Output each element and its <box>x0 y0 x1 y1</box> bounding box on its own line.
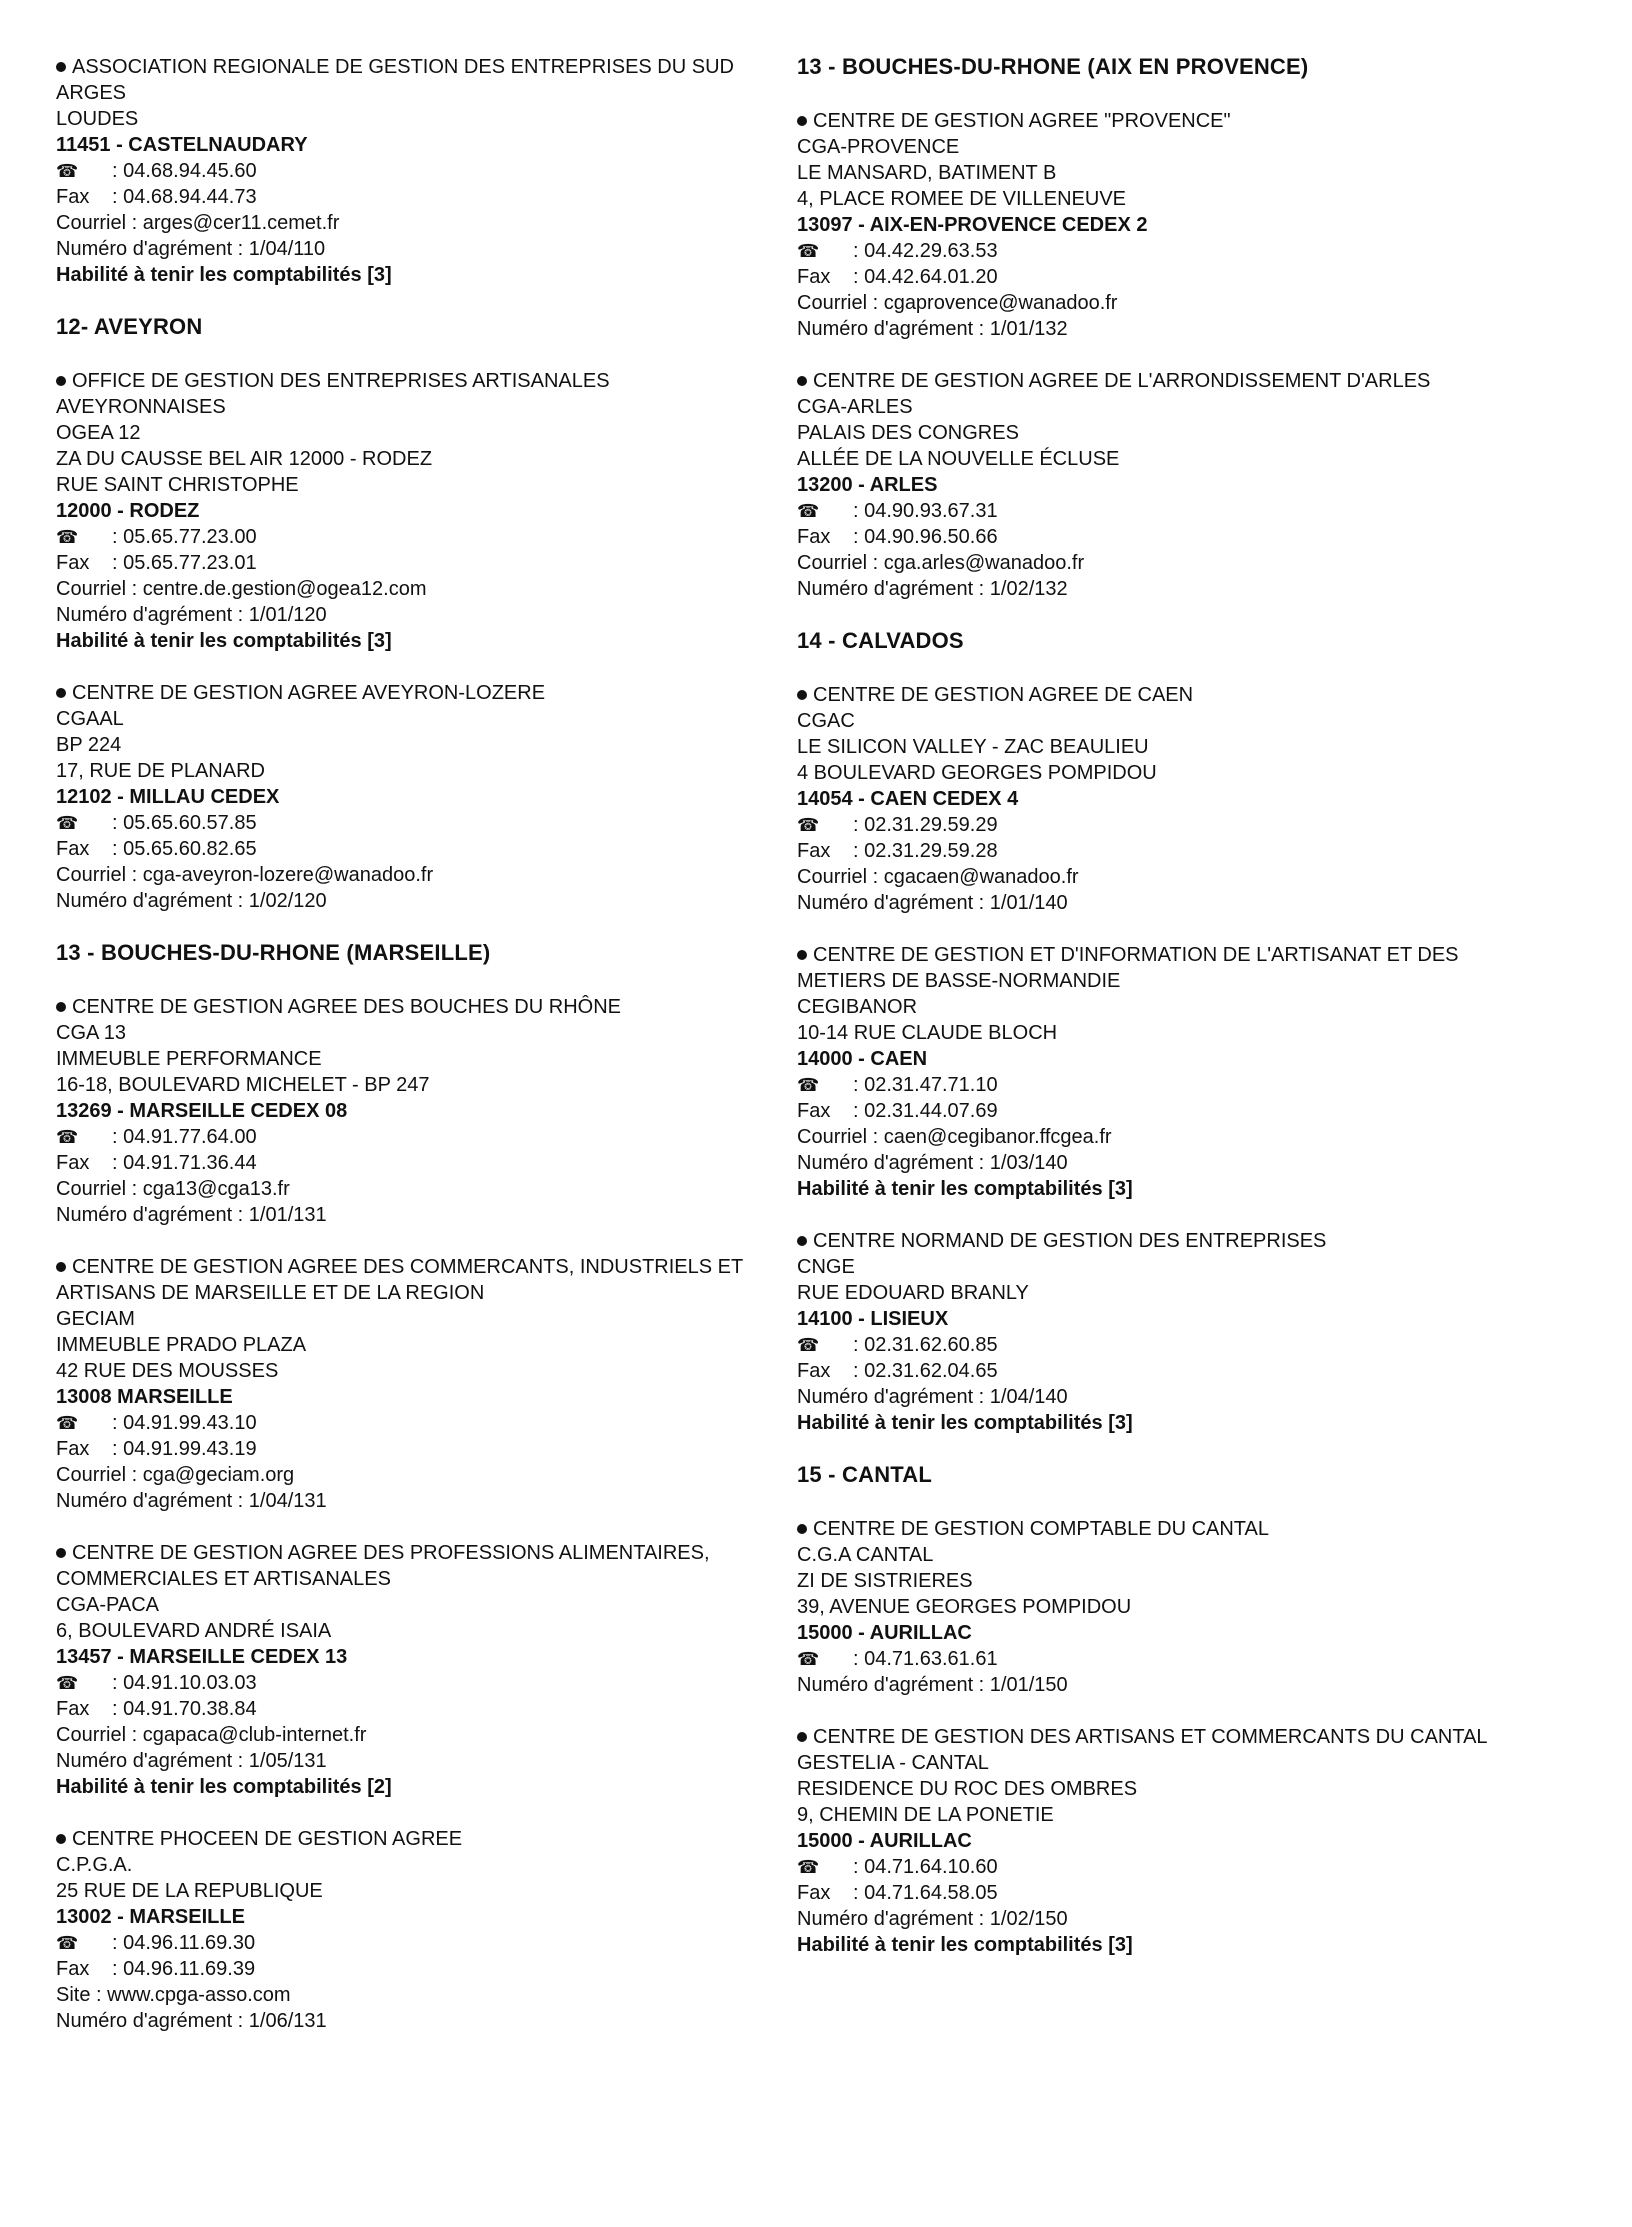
entry-address-line: CGA-PROVENCE <box>797 136 960 158</box>
entry-email: Courriel : centre.de.gestion@ogea12.com <box>56 578 427 600</box>
directory-entry <box>797 1228 1517 1436</box>
entry-address-line: 6, BOULEVARD ANDRÉ ISAIA <box>56 1620 332 1642</box>
fax-number: : 04.42.64.01.20 <box>853 266 998 288</box>
entry-city: 13457 - MARSEILLE CEDEX 13 <box>56 1646 348 1668</box>
entry-phone <box>797 812 1517 838</box>
entry-address-line: ALLÉE DE LA NOUVELLE ÉCLUSE <box>797 448 1120 470</box>
bullet-icon <box>797 376 807 386</box>
phone-number: : 04.91.99.43.10 <box>112 1412 257 1434</box>
entry-email: Courriel : caen@cegibanor.ffcgea.fr <box>797 1126 1112 1148</box>
directory-entry <box>56 54 756 288</box>
fax-number: : 04.90.96.50.66 <box>853 526 998 548</box>
entry-agrement: Numéro d'agrément : 1/04/110 <box>56 238 326 260</box>
phone-icon: ☎ <box>56 161 79 181</box>
right-column <box>797 54 1517 1984</box>
entry-city: 11451 - CASTELNAUDARY <box>56 134 308 156</box>
entry-city: 14054 - CAEN CEDEX 4 <box>797 788 1019 810</box>
fax-label: Fax <box>56 1958 90 1980</box>
entry-fax <box>56 1150 756 1176</box>
entry-address-line: C.P.G.A. <box>56 1854 133 1876</box>
entry-name: CENTRE DE GESTION AGREE DES BOUCHES DU RHÔNE <box>72 996 621 1018</box>
entry-fax <box>797 264 1517 290</box>
entry-address-line: CGA 13 <box>56 1022 127 1044</box>
entry-name: CENTRE DE GESTION AGREE AVEYRON-LOZERE <box>72 682 546 704</box>
entry-address-line: CNGE <box>797 1256 855 1278</box>
entry-phone <box>797 1854 1517 1880</box>
entry-address-line: ZI DE SISTRIERES <box>797 1570 973 1592</box>
phone-number: : 02.31.62.60.85 <box>853 1334 998 1356</box>
fax-number: : 04.68.94.44.73 <box>112 186 257 208</box>
directory-entry <box>56 1540 756 1800</box>
entry-name: CENTRE DE GESTION AGREE DES COMMERCANTS, INDUSTRIELS ET ARTISANS DE MARSEILLE ET DE LA REGION <box>56 1256 748 1304</box>
fax-number: : 02.31.62.04.65 <box>853 1360 998 1382</box>
directory-entry <box>56 1254 756 1514</box>
directory-entry <box>797 682 1517 916</box>
fax-label: Fax <box>56 1438 90 1460</box>
entry-agrement: Numéro d'agrément : 1/01/120 <box>56 604 327 626</box>
entry-phone <box>56 158 756 184</box>
bullet-icon <box>56 1002 66 1012</box>
fax-label: Fax <box>56 186 90 208</box>
entry-address-line: PALAIS DES CONGRES <box>797 422 1019 444</box>
left-column <box>56 54 756 2060</box>
section-heading: 14 - CALVADOS <box>797 628 964 653</box>
entry-agrement: Numéro d'agrément : 1/01/132 <box>797 318 1068 340</box>
entry-phone <box>797 1646 1517 1672</box>
bullet-icon <box>797 1524 807 1534</box>
entry-fax <box>56 550 756 576</box>
directory-entry <box>56 1826 756 2034</box>
fax-label: Fax <box>797 1100 831 1122</box>
entry-agrement: Numéro d'agrément : 1/02/120 <box>56 890 327 912</box>
fax-label: Fax <box>797 526 831 548</box>
entry-name-line <box>797 682 1517 708</box>
entry-address-line: ARGES <box>56 82 127 104</box>
entry-name: CENTRE NORMAND DE GESTION DES ENTREPRISES <box>813 1230 1327 1252</box>
fax-label: Fax <box>56 1698 90 1720</box>
entry-address-line: C.G.A CANTAL <box>797 1544 934 1566</box>
fax-number: : 04.91.71.36.44 <box>112 1152 257 1174</box>
bullet-icon <box>797 1236 807 1246</box>
entry-fax <box>797 1358 1517 1384</box>
entry-address-line: IMMEUBLE PERFORMANCE <box>56 1048 322 1070</box>
entry-fax <box>797 1098 1517 1124</box>
entry-address-line: GECIAM <box>56 1308 135 1330</box>
entry-name: ASSOCIATION REGIONALE DE GESTION DES ENTREPRISES DU SUD <box>72 56 734 78</box>
entry-name-line <box>797 942 1517 994</box>
entry-city: 14000 - CAEN <box>797 1048 928 1070</box>
entry-agrement: Numéro d'agrément : 1/02/150 <box>797 1908 1068 1930</box>
entry-address-line: LE SILICON VALLEY - ZAC BEAULIEU <box>797 736 1149 758</box>
bullet-icon <box>56 1548 66 1558</box>
entry-habilite: Habilité à tenir les comptabilités [3] <box>56 630 392 652</box>
directory-entry <box>56 680 756 914</box>
entry-address-line: CGAAL <box>56 708 124 730</box>
entry-address-line: 9, CHEMIN DE LA PONETIE <box>797 1804 1054 1826</box>
entry-habilite: Habilité à tenir les comptabilités [3] <box>797 1178 1133 1200</box>
entry-city: 14100 - LISIEUX <box>797 1308 949 1330</box>
directory-entry <box>797 368 1517 602</box>
fax-label: Fax <box>797 1882 831 1904</box>
entry-email: Courriel : cga.arles@wanadoo.fr <box>797 552 1085 574</box>
entry-address-line: LOUDES <box>56 108 139 130</box>
entry-address-line: GESTELIA - CANTAL <box>797 1752 989 1774</box>
entry-address-line: CGA-ARLES <box>797 396 913 418</box>
entry-address-line: BP 224 <box>56 734 122 756</box>
entry-address-line: 10-14 RUE CLAUDE BLOCH <box>797 1022 1058 1044</box>
entry-email: Courriel : cgapaca@club-internet.fr <box>56 1724 367 1746</box>
entry-city: 13269 - MARSEILLE CEDEX 08 <box>56 1100 348 1122</box>
entry-name: OFFICE DE GESTION DES ENTREPRISES ARTISANALES AVEYRONNAISES <box>56 370 614 418</box>
phone-icon: ☎ <box>797 501 820 521</box>
directory-entry <box>797 1516 1517 1698</box>
entry-name: CENTRE DE GESTION ET D'INFORMATION DE L'ARTISANAT ET DES METIERS DE BASSE-NORMANDIE <box>797 944 1465 992</box>
fax-label: Fax <box>56 838 90 860</box>
phone-number: : 02.31.29.59.29 <box>853 814 998 836</box>
entry-address-line: RESIDENCE DU ROC DES OMBRES <box>797 1778 1138 1800</box>
entry-name-line <box>56 1540 756 1592</box>
entry-name: CENTRE DE GESTION AGREE "PROVENCE" <box>813 110 1231 132</box>
phone-icon: ☎ <box>797 815 820 835</box>
entry-name-line <box>797 1516 1517 1542</box>
bullet-icon <box>56 62 66 72</box>
entry-address-line: OGEA 12 <box>56 422 141 444</box>
entry-city: 13008 MARSEILLE <box>56 1386 233 1408</box>
section-heading: 13 - BOUCHES-DU-RHONE (AIX EN PROVENCE) <box>797 54 1309 79</box>
entry-fax <box>56 1696 756 1722</box>
phone-number: : 05.65.77.23.00 <box>112 526 257 548</box>
entry-name-line <box>56 1254 756 1306</box>
fax-number: : 02.31.29.59.28 <box>853 840 998 862</box>
entry-agrement: Numéro d'agrément : 1/01/150 <box>797 1674 1068 1696</box>
bullet-icon <box>797 116 807 126</box>
phone-icon: ☎ <box>56 1673 79 1693</box>
fax-number: : 04.91.70.38.84 <box>112 1698 257 1720</box>
bullet-icon <box>56 376 66 386</box>
entry-fax <box>797 1880 1517 1906</box>
entry-address-line: LE MANSARD, BATIMENT B <box>797 162 1057 184</box>
entry-name: CENTRE PHOCEEN DE GESTION AGREE <box>72 1828 463 1850</box>
bullet-icon <box>56 688 66 698</box>
directory-entry <box>797 942 1517 1202</box>
entry-name-line <box>797 108 1517 134</box>
entry-fax <box>56 184 756 210</box>
entry-phone <box>797 1072 1517 1098</box>
entry-email: Courriel : cgacaen@wanadoo.fr <box>797 866 1079 888</box>
bullet-icon <box>797 1732 807 1742</box>
phone-icon: ☎ <box>797 1075 820 1095</box>
entry-name-line <box>797 1724 1517 1750</box>
entry-phone <box>56 524 756 550</box>
fax-number: : 05.65.77.23.01 <box>112 552 257 574</box>
directory-entry <box>56 994 756 1228</box>
phone-number: : 04.91.10.03.03 <box>112 1672 257 1694</box>
entry-address-line: 42 RUE DES MOUSSES <box>56 1360 279 1382</box>
entry-name-line <box>797 368 1517 394</box>
entry-phone <box>56 1410 756 1436</box>
directory-entry <box>56 368 756 654</box>
entry-city: 13200 - ARLES <box>797 474 938 496</box>
fax-label: Fax <box>797 840 831 862</box>
bullet-icon <box>797 690 807 700</box>
entry-fax <box>56 836 756 862</box>
entry-phone <box>797 1332 1517 1358</box>
entry-address-line: 17, RUE DE PLANARD <box>56 760 265 782</box>
entry-email: Courriel : cga-aveyron-lozere@wanadoo.fr <box>56 864 434 886</box>
entry-name: CENTRE DE GESTION COMPTABLE DU CANTAL <box>813 1518 1269 1540</box>
section-heading: 13 - BOUCHES-DU-RHONE (MARSEILLE) <box>56 940 491 965</box>
phone-icon: ☎ <box>56 527 79 547</box>
fax-label: Fax <box>797 266 831 288</box>
entry-address-line: RUE EDOUARD BRANLY <box>797 1282 1029 1304</box>
directory-entry <box>797 1724 1517 1958</box>
entry-agrement: Numéro d'agrément : 1/05/131 <box>56 1750 327 1772</box>
entry-habilite: Habilité à tenir les comptabilités [3] <box>797 1934 1133 1956</box>
entry-name-line <box>797 1228 1517 1254</box>
fax-label: Fax <box>56 1152 90 1174</box>
entry-email: Courriel : cga13@cga13.fr <box>56 1178 290 1200</box>
entry-name-line <box>56 680 756 706</box>
entry-agrement: Numéro d'agrément : 1/03/140 <box>797 1152 1068 1174</box>
entry-address-line: CEGIBANOR <box>797 996 918 1018</box>
phone-number: : 04.71.63.61.61 <box>853 1648 998 1670</box>
entry-phone <box>797 498 1517 524</box>
entry-address-line: 16-18, BOULEVARD MICHELET - BP 247 <box>56 1074 430 1096</box>
entry-name-line <box>56 368 756 420</box>
fax-label: Fax <box>56 552 90 574</box>
entry-fax <box>797 838 1517 864</box>
phone-number: : 04.90.93.67.31 <box>853 500 998 522</box>
phone-icon: ☎ <box>797 1649 820 1669</box>
entry-phone <box>56 1670 756 1696</box>
bullet-icon <box>797 950 807 960</box>
entry-name-line <box>56 994 756 1020</box>
entry-city: 12102 - MILLAU CEDEX <box>56 786 280 808</box>
entry-city: 12000 - RODEZ <box>56 500 200 522</box>
phone-number: : 05.65.60.57.85 <box>112 812 257 834</box>
entry-name: CENTRE DE GESTION AGREE DES PROFESSIONS ALIMENTAIRES, COMMERCIALES ET ARTISANALES <box>56 1542 716 1590</box>
entry-city: 15000 - AURILLAC <box>797 1622 972 1644</box>
entry-city: 15000 - AURILLAC <box>797 1830 972 1852</box>
entry-address-line: 4 BOULEVARD GEORGES POMPIDOU <box>797 762 1157 784</box>
phone-icon: ☎ <box>56 1127 79 1147</box>
entry-name-line <box>56 1826 756 1852</box>
entry-name-line <box>56 54 756 80</box>
phone-number: : 02.31.47.71.10 <box>853 1074 998 1096</box>
directory-entry <box>797 108 1517 342</box>
entry-fax <box>797 524 1517 550</box>
entry-fax <box>56 1956 756 1982</box>
entry-address-line: 39, AVENUE GEORGES POMPIDOU <box>797 1596 1132 1618</box>
entry-habilite: Habilité à tenir les comptabilités [2] <box>56 1776 392 1798</box>
fax-label: Fax <box>797 1360 831 1382</box>
entry-email: Courriel : arges@cer11.cemet.fr <box>56 212 340 234</box>
entry-city: 13002 - MARSEILLE <box>56 1906 245 1928</box>
entry-habilite: Habilité à tenir les comptabilités [3] <box>56 264 392 286</box>
bullet-icon <box>56 1834 66 1844</box>
phone-icon: ☎ <box>56 813 79 833</box>
entry-name: CENTRE DE GESTION DES ARTISANS ET COMMERCANTS DU CANTAL <box>813 1726 1488 1748</box>
entry-address-line: CGA-PACA <box>56 1594 159 1616</box>
phone-number: : 04.91.77.64.00 <box>112 1126 257 1148</box>
entry-email: Site : www.cpga-asso.com <box>56 1984 291 2006</box>
entry-phone <box>56 1124 756 1150</box>
phone-number: : 04.96.11.69.30 <box>112 1932 256 1954</box>
entry-name: CENTRE DE GESTION AGREE DE L'ARRONDISSEMENT D'ARLES <box>813 370 1431 392</box>
entry-phone <box>56 810 756 836</box>
entry-agrement: Numéro d'agrément : 1/01/140 <box>797 892 1068 914</box>
fax-number: : 04.71.64.58.05 <box>853 1882 998 1904</box>
entry-phone <box>797 238 1517 264</box>
phone-icon: ☎ <box>797 1857 820 1877</box>
entry-agrement: Numéro d'agrément : 1/01/131 <box>56 1204 327 1226</box>
entry-phone <box>56 1930 756 1956</box>
fax-number: : 05.65.60.82.65 <box>112 838 257 860</box>
phone-number: : 04.68.94.45.60 <box>112 160 257 182</box>
entry-address-line: RUE SAINT CHRISTOPHE <box>56 474 299 496</box>
entry-address-line: ZA DU CAUSSE BEL AIR 12000 - RODEZ <box>56 448 433 470</box>
bullet-icon <box>56 1262 66 1272</box>
entry-agrement: Numéro d'agrément : 1/04/140 <box>797 1386 1068 1408</box>
phone-number: : 04.42.29.63.53 <box>853 240 998 262</box>
entry-email: Courriel : cga@geciam.org <box>56 1464 295 1486</box>
entry-fax <box>56 1436 756 1462</box>
phone-icon: ☎ <box>56 1413 79 1433</box>
phone-number: : 04.71.64.10.60 <box>853 1856 998 1878</box>
entry-agrement: Numéro d'agrément : 1/04/131 <box>56 1490 327 1512</box>
entry-address-line: 25 RUE DE LA REPUBLIQUE <box>56 1880 323 1902</box>
entry-agrement: Numéro d'agrément : 1/02/132 <box>797 578 1068 600</box>
phone-icon: ☎ <box>797 1335 820 1355</box>
entry-city: 13097 - AIX-EN-PROVENCE CEDEX 2 <box>797 214 1148 236</box>
section-heading: 15 - CANTAL <box>797 1462 933 1487</box>
phone-icon: ☎ <box>797 241 820 261</box>
entry-address-line: IMMEUBLE PRADO PLAZA <box>56 1334 307 1356</box>
entry-address-line: CGAC <box>797 710 855 732</box>
section-heading: 12- AVEYRON <box>56 314 203 339</box>
entry-agrement: Numéro d'agrément : 1/06/131 <box>56 2010 327 2032</box>
entry-name: CENTRE DE GESTION AGREE DE CAEN <box>813 684 1194 706</box>
phone-icon: ☎ <box>56 1933 79 1953</box>
entry-habilite: Habilité à tenir les comptabilités [3] <box>797 1412 1133 1434</box>
entry-address-line: 4, PLACE ROMEE DE VILLENEUVE <box>797 188 1127 210</box>
entry-email: Courriel : cgaprovence@wanadoo.fr <box>797 292 1118 314</box>
fax-number: : 04.96.11.69.39 <box>112 1958 256 1980</box>
fax-number: : 02.31.44.07.69 <box>853 1100 998 1122</box>
fax-number: : 04.91.99.43.19 <box>112 1438 257 1460</box>
